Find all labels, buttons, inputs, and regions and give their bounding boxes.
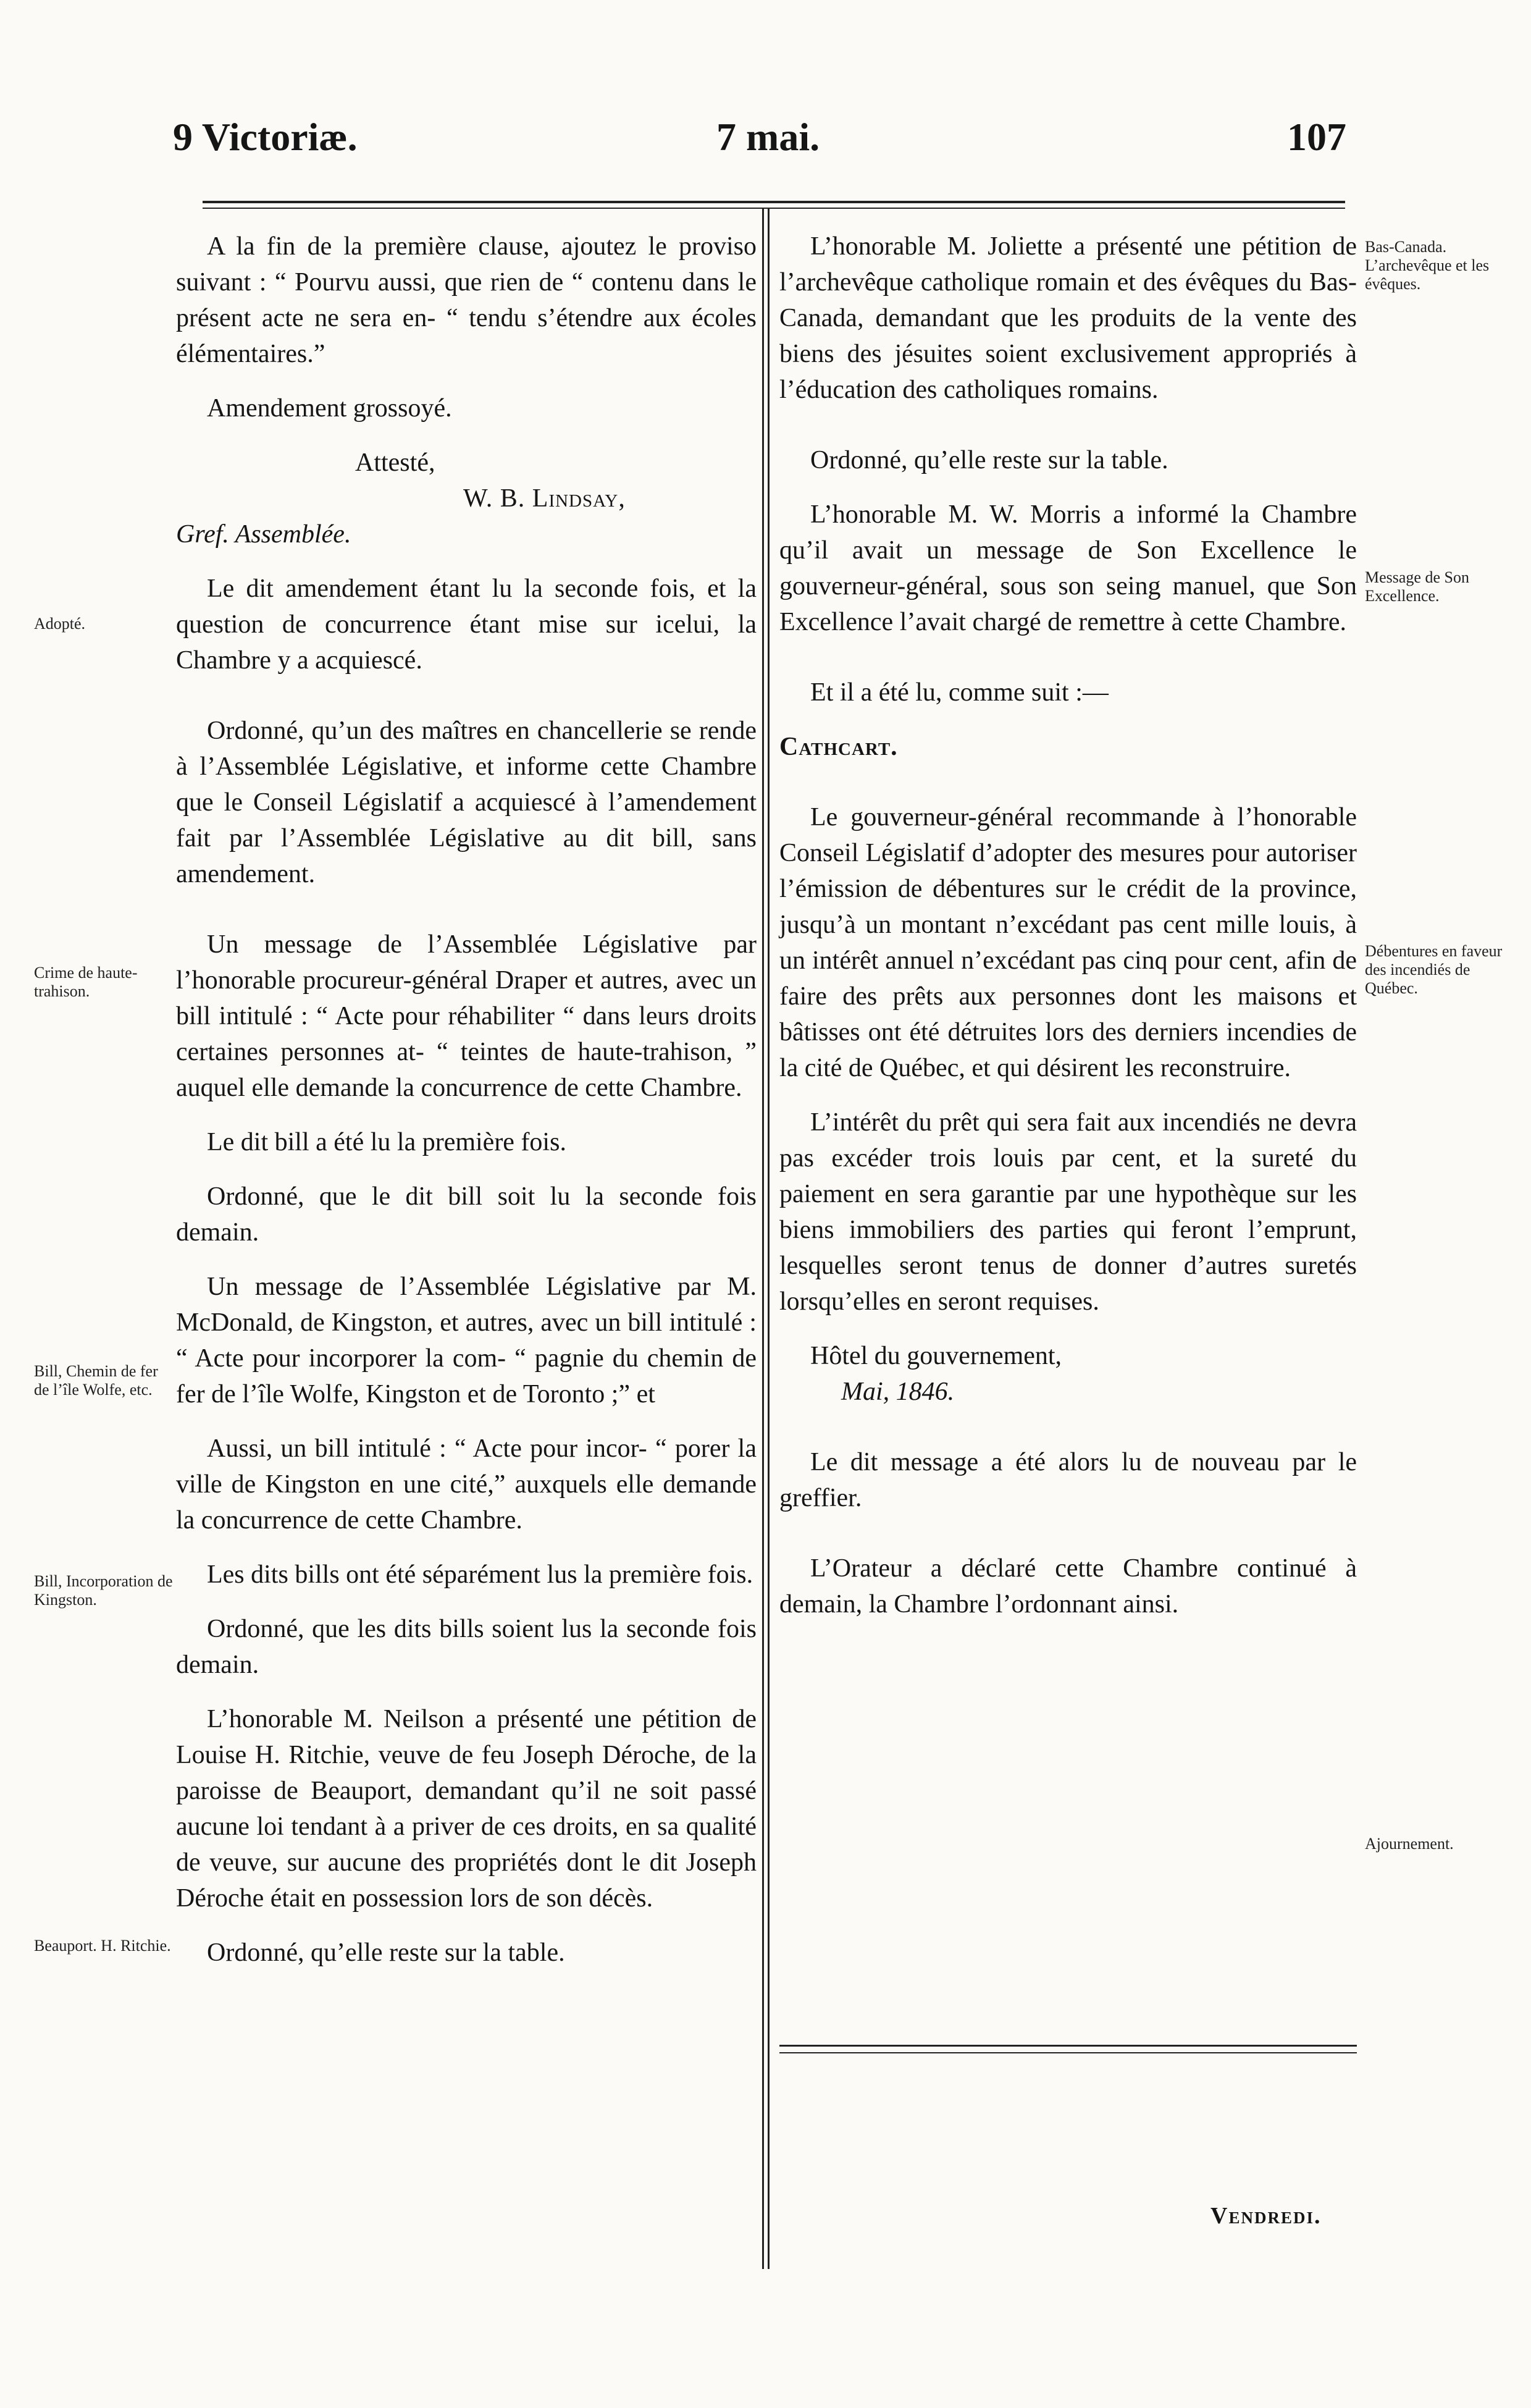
margin-note-incorporation-kingston: Bill, Incorporation de Kingston. xyxy=(34,1572,173,1609)
page-header xyxy=(173,114,1346,164)
paragraph-order-second-reading: Ordonné, que le dit bill soit lu la seconde fois demain. xyxy=(176,1182,757,1247)
paragraph-loan-interest: L’intérêt du prêt qui sera fait aux incendiés ne devra pas excéder trois louis par cent, et la sureté du paiement en sera garantie par une hypothèque sur les biens immobiliers des parties qui feront l’emprunt, lesquelles seront tenus de donner d’autres suretés lorsqu’elles en seront requises. xyxy=(779,1108,1357,1316)
column-divider-left xyxy=(762,209,764,2269)
margin-note-adopte: Adopté. xyxy=(34,615,86,633)
right-column xyxy=(779,229,1357,1622)
paragraph-petition-ritchie: L’honorable M. Neilson a présenté une pétition de Louise H. Ritchie, veuve de feu Joseph Déroche, de la paroisse de Beauport, demandant qu’il ne soit passé aucune loi tendant à a priver de ces droits, en sa qualité de veuve, sur aucune des propriétés dont le dit Joseph Déroche était en possession lors de son décès. xyxy=(176,1705,757,1913)
paragraph-bills-first-reading: Les dits bills ont été séparément lus la première fois. xyxy=(207,1560,753,1589)
paragraph-bills-second-reading: Ordonné, que les dits bills soient lus la seconde fois demain. xyxy=(176,1615,757,1679)
margin-note-debentures: Débentures en faveur des incendiés de Québec. xyxy=(1365,942,1503,997)
margin-note-message-son-excellence: Message de Son Excellence. xyxy=(1365,568,1469,605)
page-number: 107 xyxy=(1287,115,1346,159)
signatory-name: W. B. Lindsay, xyxy=(463,484,626,513)
paragraph-adjournment: L’Orateur a déclaré cette Chambre continué à demain, la Chambre l’ordonnant ainsi. xyxy=(779,1554,1357,1619)
paragraph-order-table-left: Ordonné, qu’elle reste sur la table. xyxy=(207,1939,565,1967)
paragraph-amendment-grossoye: Amendement grossoyé. xyxy=(207,394,452,423)
paragraph-second-reading: Le dit amendement étant lu la seconde fois, et la question de concurrence étant mise sur icelui, la Chambre y a acquiescé. xyxy=(176,575,757,675)
paragraph-debentures-message: Le gouverneur-général recommande à l’honorable Conseil Législatif d’adopter des mesures pour autoriser l’émission de débentures sur le crédit de la province, jusqu’à un montant n’excédant pas cent mille louis, à un intérêt annuel n’excédant pas cinq pour cent, afin de faire des prêts aux personnes dont les maisons et bâtisses ont été détruites lors des derniers incendies de la cité de Québec, et qui désirent les reconstruire. xyxy=(779,803,1357,1082)
left-column xyxy=(176,229,757,1971)
right-column-end-rule-bottom xyxy=(779,2052,1357,2053)
paragraph-order-table-right: Ordonné, qu’elle reste sur la table. xyxy=(810,446,1168,474)
catchword-vendredi: Vendredi. xyxy=(1210,2203,1322,2229)
margin-note-chemin-de-fer: Bill, Chemin de fer de l’île Wolfe, etc. xyxy=(34,1362,158,1399)
header-rule-top xyxy=(203,201,1345,203)
government-house-line: Hôtel du gouvernement, xyxy=(810,1342,1062,1370)
header-rule-bottom xyxy=(203,208,1345,209)
margin-note-bas-canada: Bas-Canada. L’archevêque et les évêques. xyxy=(1365,238,1490,293)
signatory-title: Gref. Assemblée. xyxy=(176,520,351,549)
message-date: Mai, 1846. xyxy=(841,1378,955,1406)
header-date: 7 mai. xyxy=(716,115,820,159)
margin-note-beauport: Beauport. H. Ritchie. xyxy=(34,1937,171,1955)
paragraph-message-draper: Un message de l’Assemblée Législative par l’honorable procureur-général Draper et autres, avec un bill intitulé : “ Acte pour réhabiliter “ dans leurs droits certaines personnes at- “ teintes de haute-trahison, ” auquel elle demande la concurrence de cette Chambre. xyxy=(176,930,757,1102)
paragraph-message-mcdonald: Un message de l’Assemblée Législative par M. McDonald, de Kingston, et autres, avec un bill intitulé : “ Acte pour incorporer la com- “ pagnie du chemin de fer de l’île Wolfe, Kingston et de Toronto ;” et xyxy=(176,1273,757,1408)
paragraph-message-reread: Le dit message a été alors lu de nouveau par le greffier. xyxy=(779,1448,1357,1512)
margin-note-ajournement: Ajournement. xyxy=(1365,1835,1454,1853)
column-divider-right xyxy=(768,209,770,2269)
header-regnal-year: 9 Victoriæ. xyxy=(173,115,358,159)
right-column-end-rule-top xyxy=(779,2045,1357,2047)
paragraph-order-chancery: Ordonné, qu’un des maîtres en chancellerie se rende à l’Assemblée Législative, et informe cette Chambre que le Conseil Législatif a acquiescé à l’amendement fait par l’Assemblée Législative au dit bill, sans amendement. xyxy=(176,717,757,888)
paragraph-first-reading: Le dit bill a été lu la première fois. xyxy=(207,1128,566,1156)
signature-cathcart: Cathcart. xyxy=(779,733,898,761)
attestation-label: Attesté, xyxy=(355,448,435,477)
paragraph-amendment-proviso: A la fin de la première clause, ajoutez le proviso suivant : “ Pourvu aussi, que rien de “ contenu dans le présent acte ne sera en- “ tendu s’étendre aux écoles élémentaires.” xyxy=(176,232,757,368)
paragraph-petition-joliette: L’honorable M. Joliette a présenté une pétition de l’archevêque catholique romain et des évêques du Bas-Canada, demandant que les produits de la vente des biens des jésuites soient exclusivement appropriés à l’éducation des catholiques romains. xyxy=(779,232,1357,404)
paragraph-read-as-follows: Et il a été lu, comme suit :— xyxy=(810,678,1109,707)
margin-note-haute-trahison: Crime de haute-trahison. xyxy=(34,964,138,1000)
paragraph-bill-kingston: Aussi, un bill intitulé : “ Acte pour incor- “ porer la ville de Kingston en une cité,” auxquels elle demande la concurrence de cette Chambre. xyxy=(176,1434,757,1534)
paragraph-message-morris: L’honorable M. W. Morris a informé la Chambre qu’il avait un message de Son Excellence le gouverneur-général, sous son seing manuel, que Son Excellence l’avait chargé de remettre à cette Chambre. xyxy=(779,500,1357,636)
